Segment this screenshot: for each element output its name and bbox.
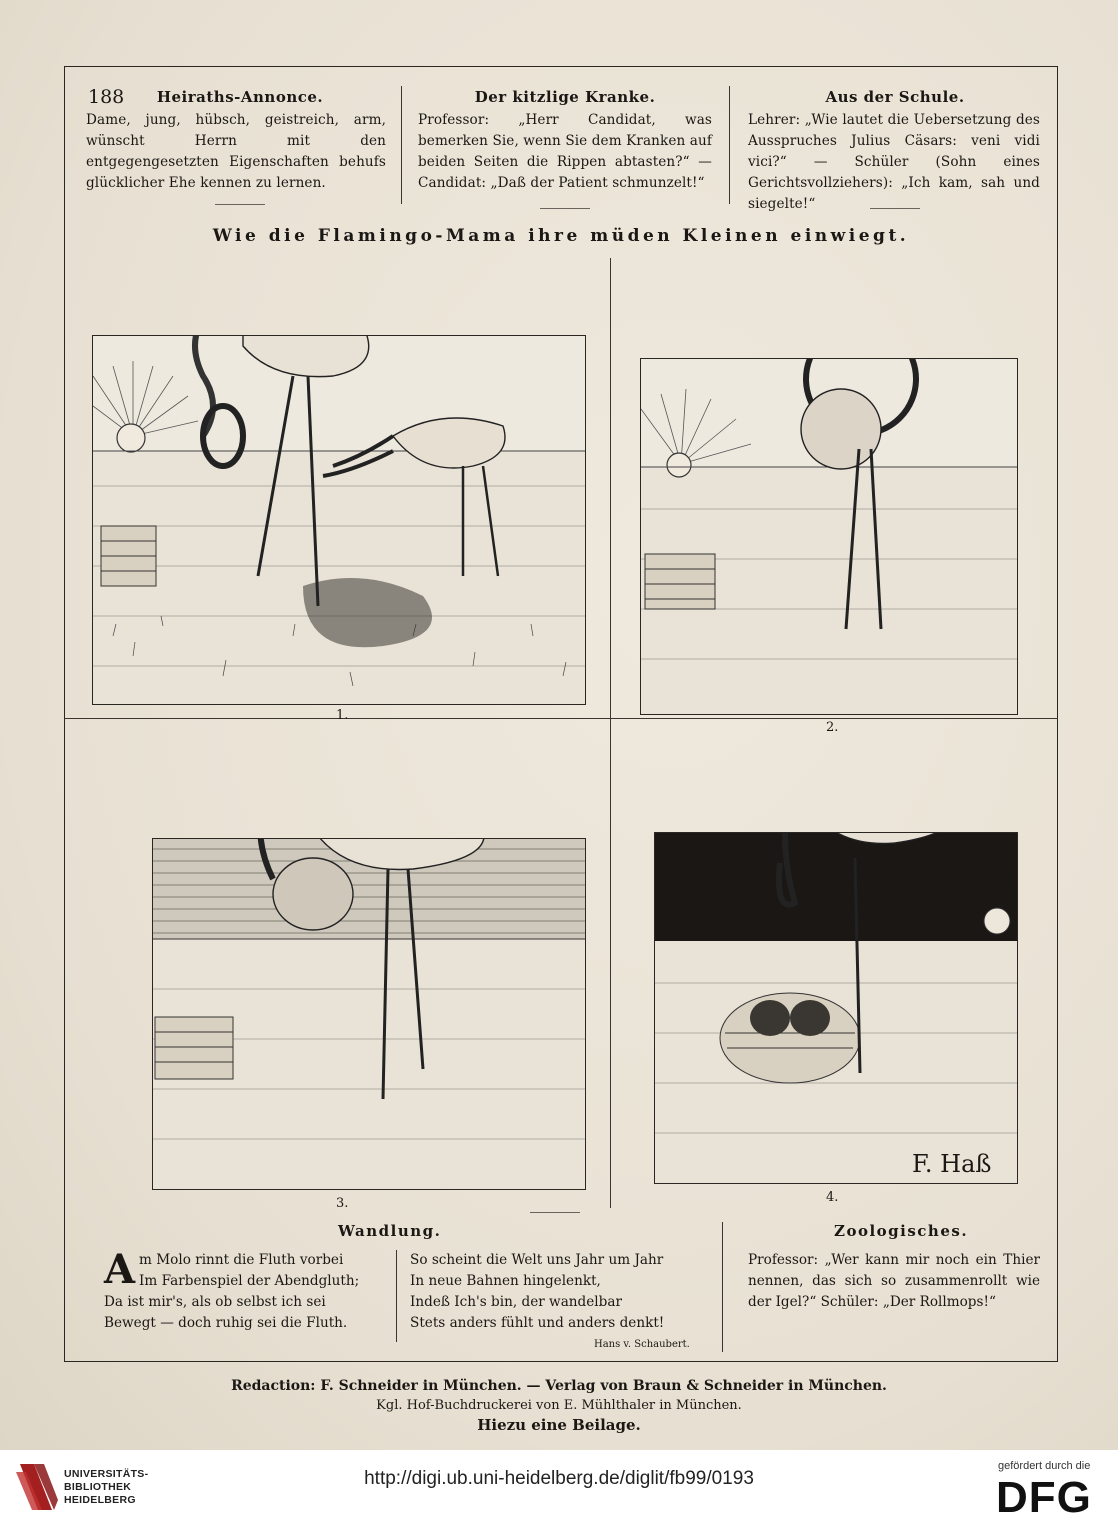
column-divider	[401, 86, 402, 204]
poem-line: Da ist mir's, als ob selbst ich sei	[104, 1294, 326, 1310]
poem-line: Im Farbenspiel der Abendgluth;	[139, 1273, 360, 1289]
poem-right-stanza	[410, 1250, 730, 1334]
panel-3-drawing	[153, 839, 586, 1190]
zoology-text: Professor: „Wer kann mir noch ein Thier nennen, das sich so zusammenrollt wie der Igel?“ Schüler: „Der Rollmops!“	[748, 1252, 1040, 1310]
night-sky	[655, 833, 1018, 941]
column-3-text: Lehrer: „Wie lautet die Uebersetzung des Ausspruches Julius Cäsars: veni vidi vici?“ — Schüler (Sohn eines Gerichtsvollziehers): „Ich kam, sah und siegelte!“	[748, 112, 1040, 212]
imprint-line-3: Hiezu eine Beilage.	[477, 1416, 641, 1434]
poem-dropcap: A	[104, 1246, 136, 1293]
caption-4: 4.	[826, 1190, 839, 1205]
panel-4-drawing	[655, 833, 1018, 1184]
separator	[215, 204, 265, 205]
column-2-title: Der kitzlige Kranke.	[474, 88, 656, 106]
separator	[540, 208, 590, 209]
imprint-line-2: Kgl. Hof-Buchdruckerei von E. Mühlthaler in München.	[376, 1398, 742, 1413]
cartoon-panel-3	[152, 838, 586, 1190]
poem-line: Indeß Ich's bin, der wandelbar	[410, 1294, 622, 1310]
zoology-title: Zoologisches.	[834, 1222, 969, 1240]
poem-line: So scheint die Welt uns Jahr um Jahr	[410, 1252, 664, 1268]
university-name: UNIVERSITÄTS- BIBLIOTHEK HEIDELBERG	[64, 1468, 149, 1506]
source-url-link[interactable]: http://digi.ub.uni-heidelberg.de/diglit/fb99/0193	[364, 1468, 754, 1489]
column-2-text: Professor: „Herr Candidat, was bemerken Sie, wenn Sie dem Kranken auf beiden Seiten die Rippen abtasten?“ — Candidat: „Daß der Patient schmunzelt!“	[418, 112, 712, 191]
cartoon-panel-1	[92, 335, 586, 705]
panel-1-drawing	[93, 336, 586, 705]
cartoon-panel-4	[654, 832, 1018, 1184]
water-pool	[303, 578, 432, 647]
column-1-text: Dame, jung, hübsch, geistreich, arm, wünscht Herrn mit den entgegengesetzten Eigenschaften behufs glücklicher Ehe kennen zu lernen.	[86, 112, 386, 191]
moon-icon	[984, 908, 1010, 934]
poem-divider	[396, 1250, 397, 1342]
column-divider	[729, 86, 730, 204]
column-3-title: Aus der Schule.	[825, 88, 965, 106]
basket-icon	[645, 554, 715, 609]
poem-title: Wandlung.	[338, 1222, 442, 1240]
nest-basket-icon	[720, 993, 860, 1083]
imprint-line-1: Redaction: F. Schneider in München. — Verlag von Braun & Schneider in München.	[231, 1378, 887, 1394]
sun-icon	[667, 453, 691, 477]
caption-3: 3.	[336, 1196, 349, 1211]
cartoon-title: Wie die Flamingo-Mama ihre müden Kleinen einwiegt.	[212, 226, 910, 246]
column-divider	[722, 1222, 723, 1352]
poem-line: Stets anders fühlt und anders denkt!	[410, 1315, 665, 1331]
funding-note: gefördert durch die	[998, 1460, 1091, 1472]
panel-divider-vertical	[610, 258, 611, 1208]
page-number: 188	[88, 86, 125, 108]
caption-1: 1.	[336, 708, 349, 723]
artist-signature: F. Haß	[912, 1150, 992, 1178]
caption-2: 2.	[826, 720, 839, 735]
cartoon-panel-2	[640, 358, 1018, 715]
poem-line: Bewegt — doch ruhig sei die Fluth.	[104, 1315, 348, 1331]
separator	[530, 1212, 580, 1213]
sun-icon	[117, 424, 145, 452]
poem-line: m Molo rinnt die Fluth vorbei	[139, 1252, 344, 1268]
poem-author: Hans v. Schaubert.	[594, 1339, 690, 1350]
basket-icon	[101, 526, 156, 586]
dfg-logo: DFG	[996, 1473, 1092, 1522]
separator	[870, 208, 920, 209]
poem-left-stanza	[104, 1246, 404, 1334]
poem-line: In neue Bahnen hingelenkt,	[410, 1273, 601, 1289]
panel-2-drawing	[641, 359, 1018, 715]
column-1-title: Heiraths-Annonce.	[156, 88, 324, 106]
basket-icon	[155, 1017, 233, 1079]
panel-divider-horizontal	[64, 718, 1058, 719]
